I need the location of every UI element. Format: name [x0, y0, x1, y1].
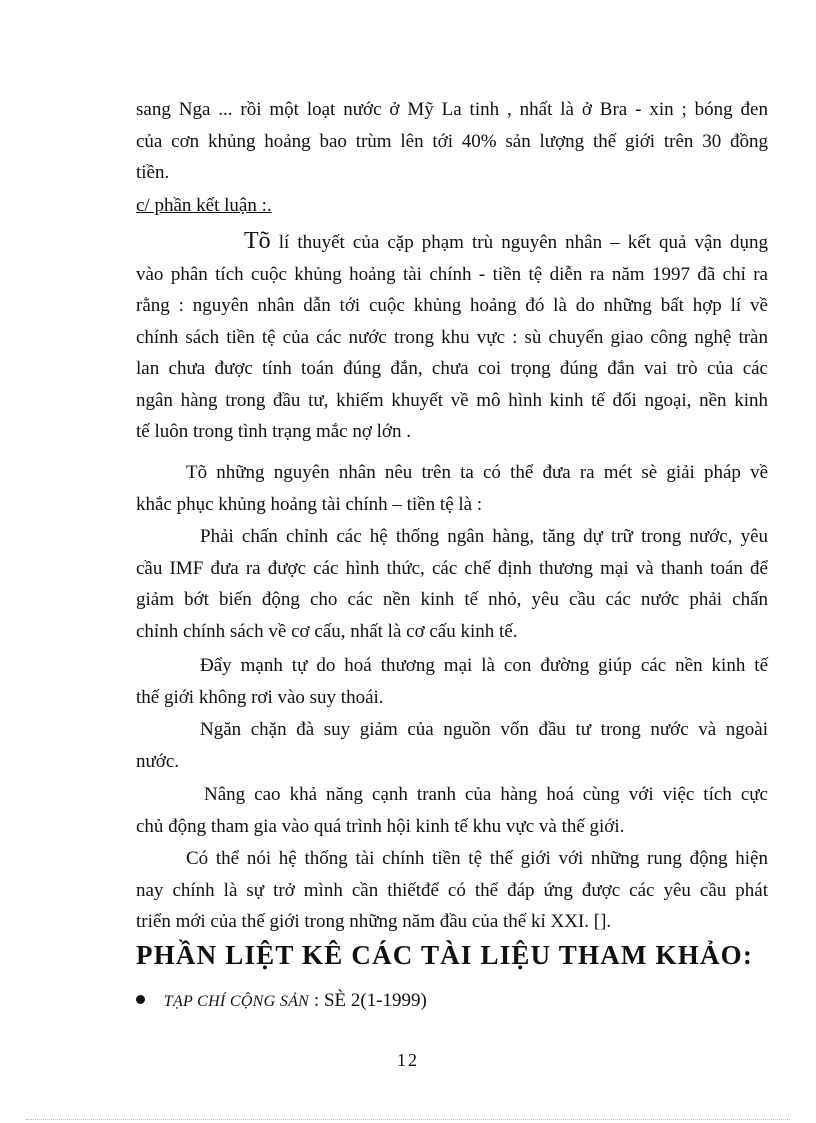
paragraph-line: vào phân tích cuộc khủng hoảng tài chính - tiền tệ diễn ra năm 1997 đã chỉ ra — [136, 263, 768, 285]
page-number: 12 — [397, 1050, 419, 1070]
reference-journal: TẠP CHÍ CỘNG SẢN — [163, 993, 310, 1010]
solution-paragraph — [136, 650, 768, 713]
paragraph-line: giảm bớt biến động cho các nền kinh tế nhỏ, yêu cầu các nước phải chấn — [136, 589, 768, 610]
solutions-intro-paragraph — [136, 457, 768, 520]
solution-paragraph — [136, 521, 768, 647]
conclusion-first-line — [136, 226, 768, 259]
intro-line: của cơn khủng hoảng bao trùm lên tới 40% sản lượng thế giới trên 30 đồng — [136, 130, 768, 152]
paragraph-line: chỉnh chính sách về cơ cấu, nhất là cơ cấu kinh tế. — [136, 620, 518, 642]
paragraph-line: khắc phục khủng hoảng tài chính – tiền tệ là : — [136, 493, 483, 515]
solution-paragraph — [136, 779, 768, 842]
paragraph-line: rằng : nguyên nhân dẫn tới cuộc khủng hoảng đó là do những bất hợp lí về — [136, 295, 768, 316]
first-line-rest: lí thuyết của cặp phạm trù nguyên nhân – kết quả vận dụng — [270, 232, 768, 253]
page-bottom-divider — [26, 1119, 790, 1120]
paragraph-line: ngân hàng trong đầu tư, khiếm khuyết về mô hình kinh tế đối ngoại, nền kinh — [136, 389, 768, 411]
intro-line: sang Nga ... rồi một loạt nước ở Mỹ La tinh , nhất là ở Bra - xin ; bóng đen — [136, 99, 768, 120]
reference-detail: : SÈ 2(1-1999) — [313, 990, 427, 1011]
paragraph-line: chính sách tiền tệ của các nước trong khu vực : sù chuyển giao công nghệ tràn — [136, 326, 768, 348]
conclusion-heading: c/ phần kết luận :. — [136, 195, 272, 216]
reference-item — [136, 990, 427, 1012]
paragraph-line: Đẩy mạnh tự do hoá thương mại là con đường giúp các nền kinh tế — [200, 655, 768, 676]
intro-line: tiền. — [136, 162, 170, 183]
paragraph-line: Tõ những nguyên nhân nêu trên ta có thể đưa ra mét sè giải pháp về — [186, 462, 768, 483]
paragraph-line: nay chính là sự trở mình cần thiếtđể có thể đáp ứng được các yêu cầu phát — [136, 879, 768, 901]
paragraph-line: cầu IMF đưa ra được các hình thức, các chế định thương mại và thanh toán để — [136, 557, 768, 579]
references-heading: PHẦN LIỆT KÊ CÁC TÀI LIỆU THAM KHẢO: — [136, 940, 754, 970]
paragraph-line: Ngăn chặn đà suy giảm của nguồn vốn đầu tư trong nước và ngoài — [200, 719, 768, 740]
closing-paragraph — [136, 843, 768, 938]
paragraph-line: tế luôn trong tình trạng mắc nợ lớn . — [136, 421, 411, 442]
paragraph-line: lan chưa được tính toán đúng đắn, chưa coi trọng đúng đắn vai trò của các — [136, 358, 768, 379]
paragraph-line: chủ động tham gia vào quá trình hội kinh tế khu vực và thế giới. — [136, 815, 625, 837]
conclusion-paragraph — [136, 226, 768, 448]
drop-word: Tõ — [244, 228, 271, 254]
intro-paragraph — [136, 94, 768, 189]
solution-paragraph — [136, 714, 768, 777]
paragraph-line: Có thể nói hệ thống tài chính tiền tệ thế giới với những rung động hiện — [186, 848, 768, 869]
paragraph-line: Phải chấn chỉnh các hệ thống ngân hàng, tăng dự trữ trong nước, yêu — [200, 526, 768, 547]
bullet-icon — [136, 995, 145, 1004]
paragraph-line: Nâng cao khả năng cạnh tranh của hàng hoá cùng với việc tích cực — [204, 784, 768, 805]
paragraph-line: thế giới không rơi vào suy thoái. — [136, 686, 384, 708]
paragraph-line: nước. — [136, 750, 180, 772]
paragraph-line: triển mới của thế giới trong những năm đầu của thế kỉ XXI. []. — [136, 911, 612, 932]
